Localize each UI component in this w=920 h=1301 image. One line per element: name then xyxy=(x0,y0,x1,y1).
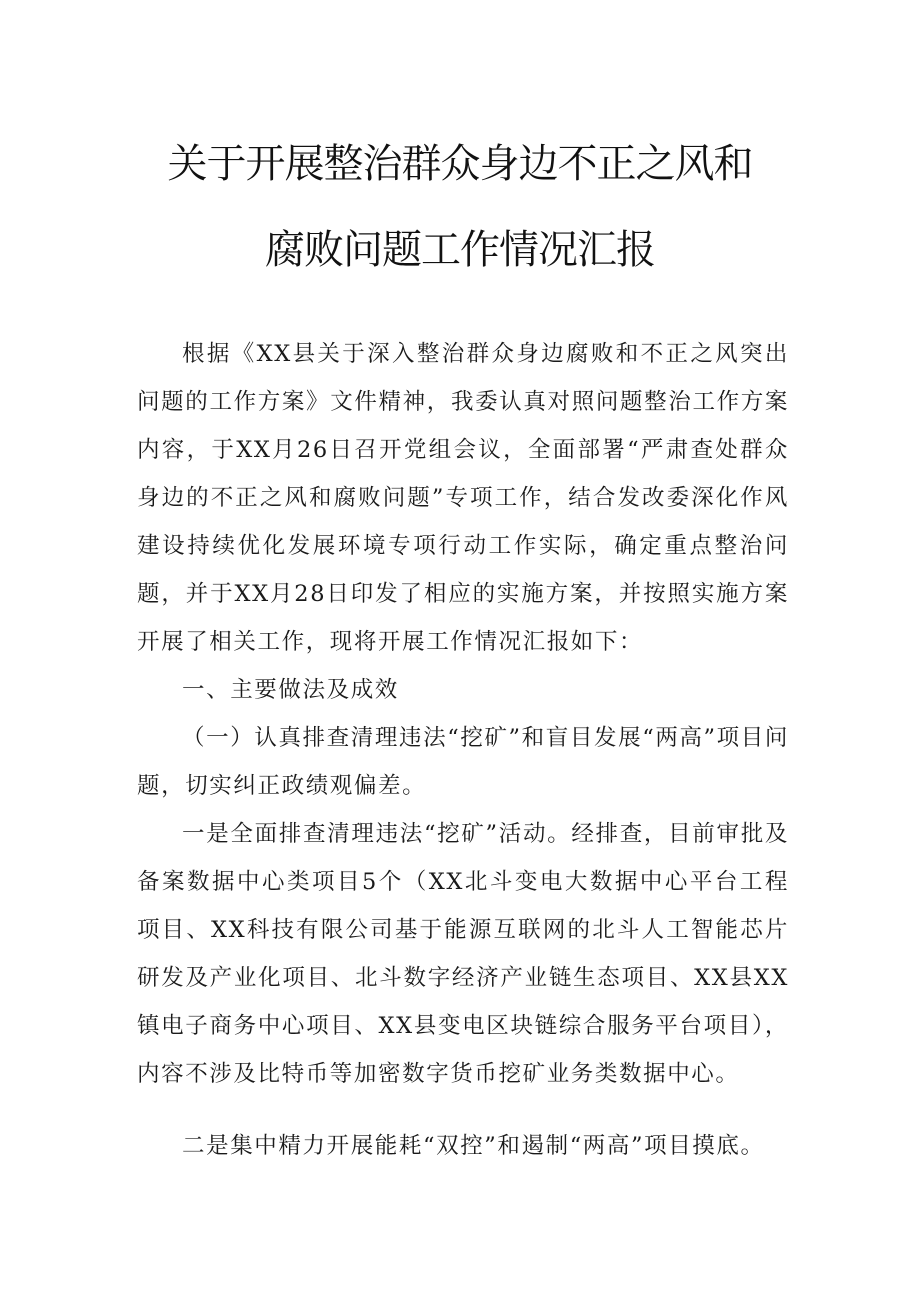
document-title-line-1: 关于开展整治群众身边不正之风和 xyxy=(167,141,753,187)
body-paragraph-item-2: 二是集中精力开展能耗“双控”和遏制“两高”项目摸底。 xyxy=(182,1133,765,1159)
section-heading: 一、主要做法及成效 xyxy=(182,677,399,703)
body-paragraph-item-1: 一是全面排查清理违法“挖矿”活动。经排查，目前审批及备案数据中心类项目5个（XX北斗变电大数据中心平台工程项目、XX科技有限公司基于能源互联网的北斗人工智能芯片研发及产业化项目、北斗数字经济产业链生态项目、XX县XX镇电子商务中心项目、XX县变电区块链综合服务平台项目），内容不涉及比特币等加密数字货币挖矿业务类数据中心。 xyxy=(137,821,789,1087)
subsection-heading: （一）认真排查清理违法“挖矿”和盲目发展“两高”项目问题，切实纠正政绩观偏差。 xyxy=(137,725,789,799)
intro-paragraph: 根据《XX县关于深入整治群众身边腐败和不正之风突出问题的工作方案》文件精神，我委认真对照问题整治工作方案内容，于XX月26日召开党组会议，全面部署“严肃查处群众身边的不正之风和腐败问题”专项工作，结合发改委深化作风建设持续优化发展环境专项行动工作实际，确定重点整治问题，并于XX月28日印发了相应的实施方案，并按照实施方案开展了相关工作，现将开展工作情况汇报如下： xyxy=(137,341,789,655)
document-title-line-2: 腐败问题工作情况汇报 xyxy=(265,227,655,273)
